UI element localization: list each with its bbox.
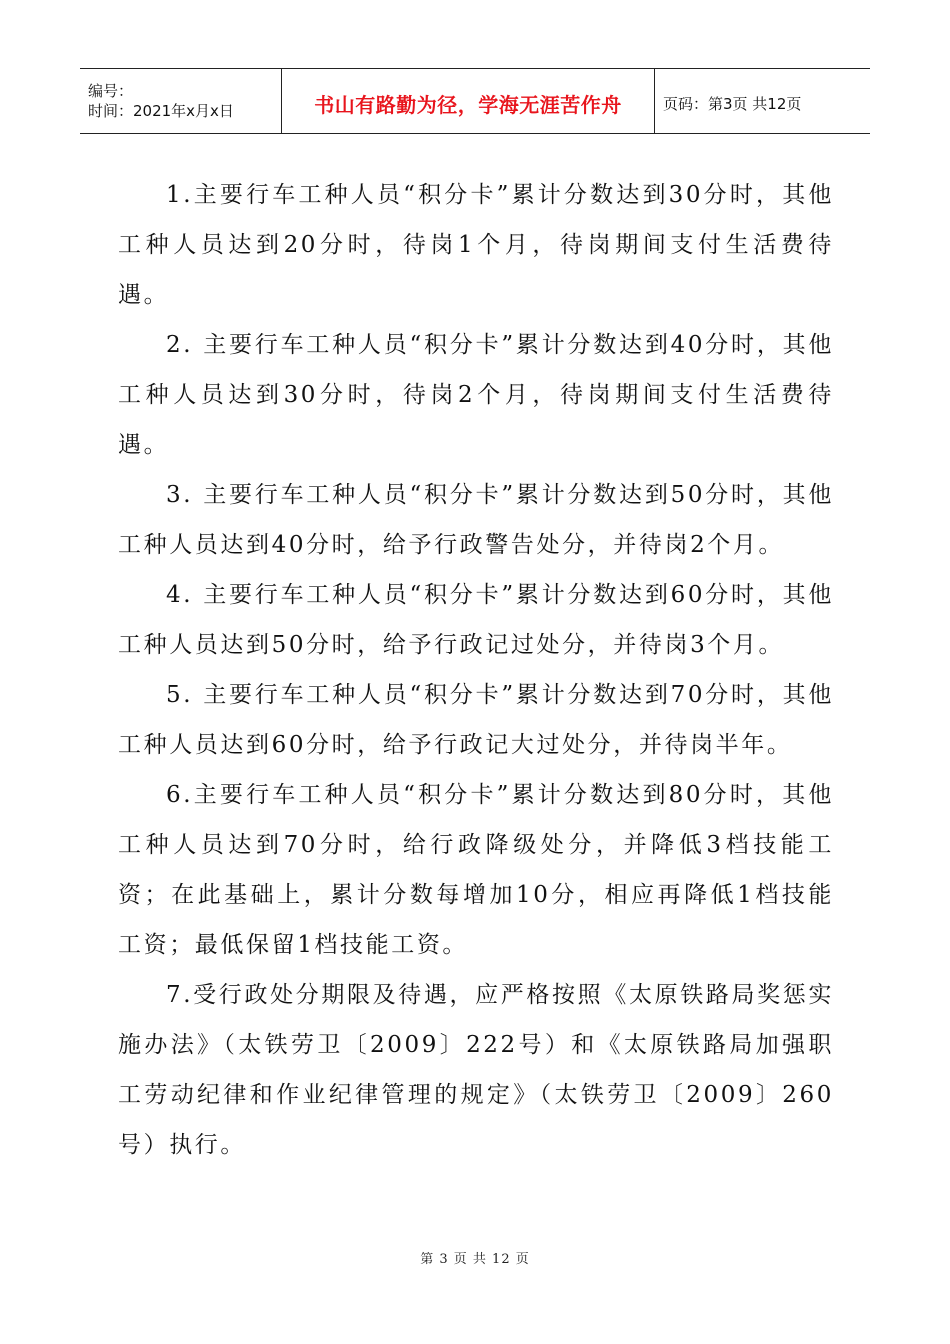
- page-indicator: 页码：第3页 共12页: [663, 94, 802, 113]
- paragraph-5: 5. 主要行车工种人员“积分卡”累计分数达到70分时，其他工种人员达到60分时，给予行政记大过处分，并待岗半年。: [118, 682, 834, 758]
- footer-page-number: 第 3 页 共 12 页: [420, 1252, 530, 1267]
- paragraph-6: 6.主要行车工种人员“积分卡”累计分数达到80分时，其他工种人员达到70分时，给行政降级处分，并降低3档技能工资；在此基础上，累计分数每增加10分，相应再降低1档技能工资；最低保留1档技能工资。: [118, 782, 834, 958]
- paragraph-3: 3. 主要行车工种人员“积分卡”累计分数达到50分时，其他工种人员达到40分时，给予行政警告处分，并待岗2个月。: [118, 482, 834, 558]
- page-footer: [0, 1248, 950, 1267]
- document-body: [118, 170, 834, 1170]
- paragraph-7: 7.受行政处分期限及待遇，应严格按照《太原铁路局奖惩实施办法》（太铁劳卫〔2009〕222号）和《太原铁路局加强职工劳动纪律和作业纪律管理的规定》（太铁劳卫〔2009〕260号）执行。: [118, 982, 834, 1158]
- paragraph-2: 2. 主要行车工种人员“积分卡”累计分数达到40分时，其他工种人员达到30分时，待岗2个月，待岗期间支付生活费待遇。: [118, 332, 834, 458]
- header-meta: [80, 69, 282, 133]
- document-header: [80, 68, 870, 134]
- motto-text: 书山有路勤为径，学海无涯苦作舟: [314, 92, 622, 117]
- paragraph-4: 4. 主要行车工种人员“积分卡”累计分数达到60分时，其他工种人员达到50分时，给予行政记过处分，并待岗3个月。: [118, 582, 834, 658]
- header-motto: [282, 69, 655, 133]
- document-date: 时间：2021年x月x日: [88, 102, 234, 120]
- document-number-label: 编号：: [88, 82, 134, 100]
- paragraph-1: 1.主要行车工种人员“积分卡”累计分数达到30分时，其他工种人员达到20分时，待岗1个月，待岗期间支付生活费待遇。: [118, 182, 834, 308]
- header-page-info: [655, 69, 870, 133]
